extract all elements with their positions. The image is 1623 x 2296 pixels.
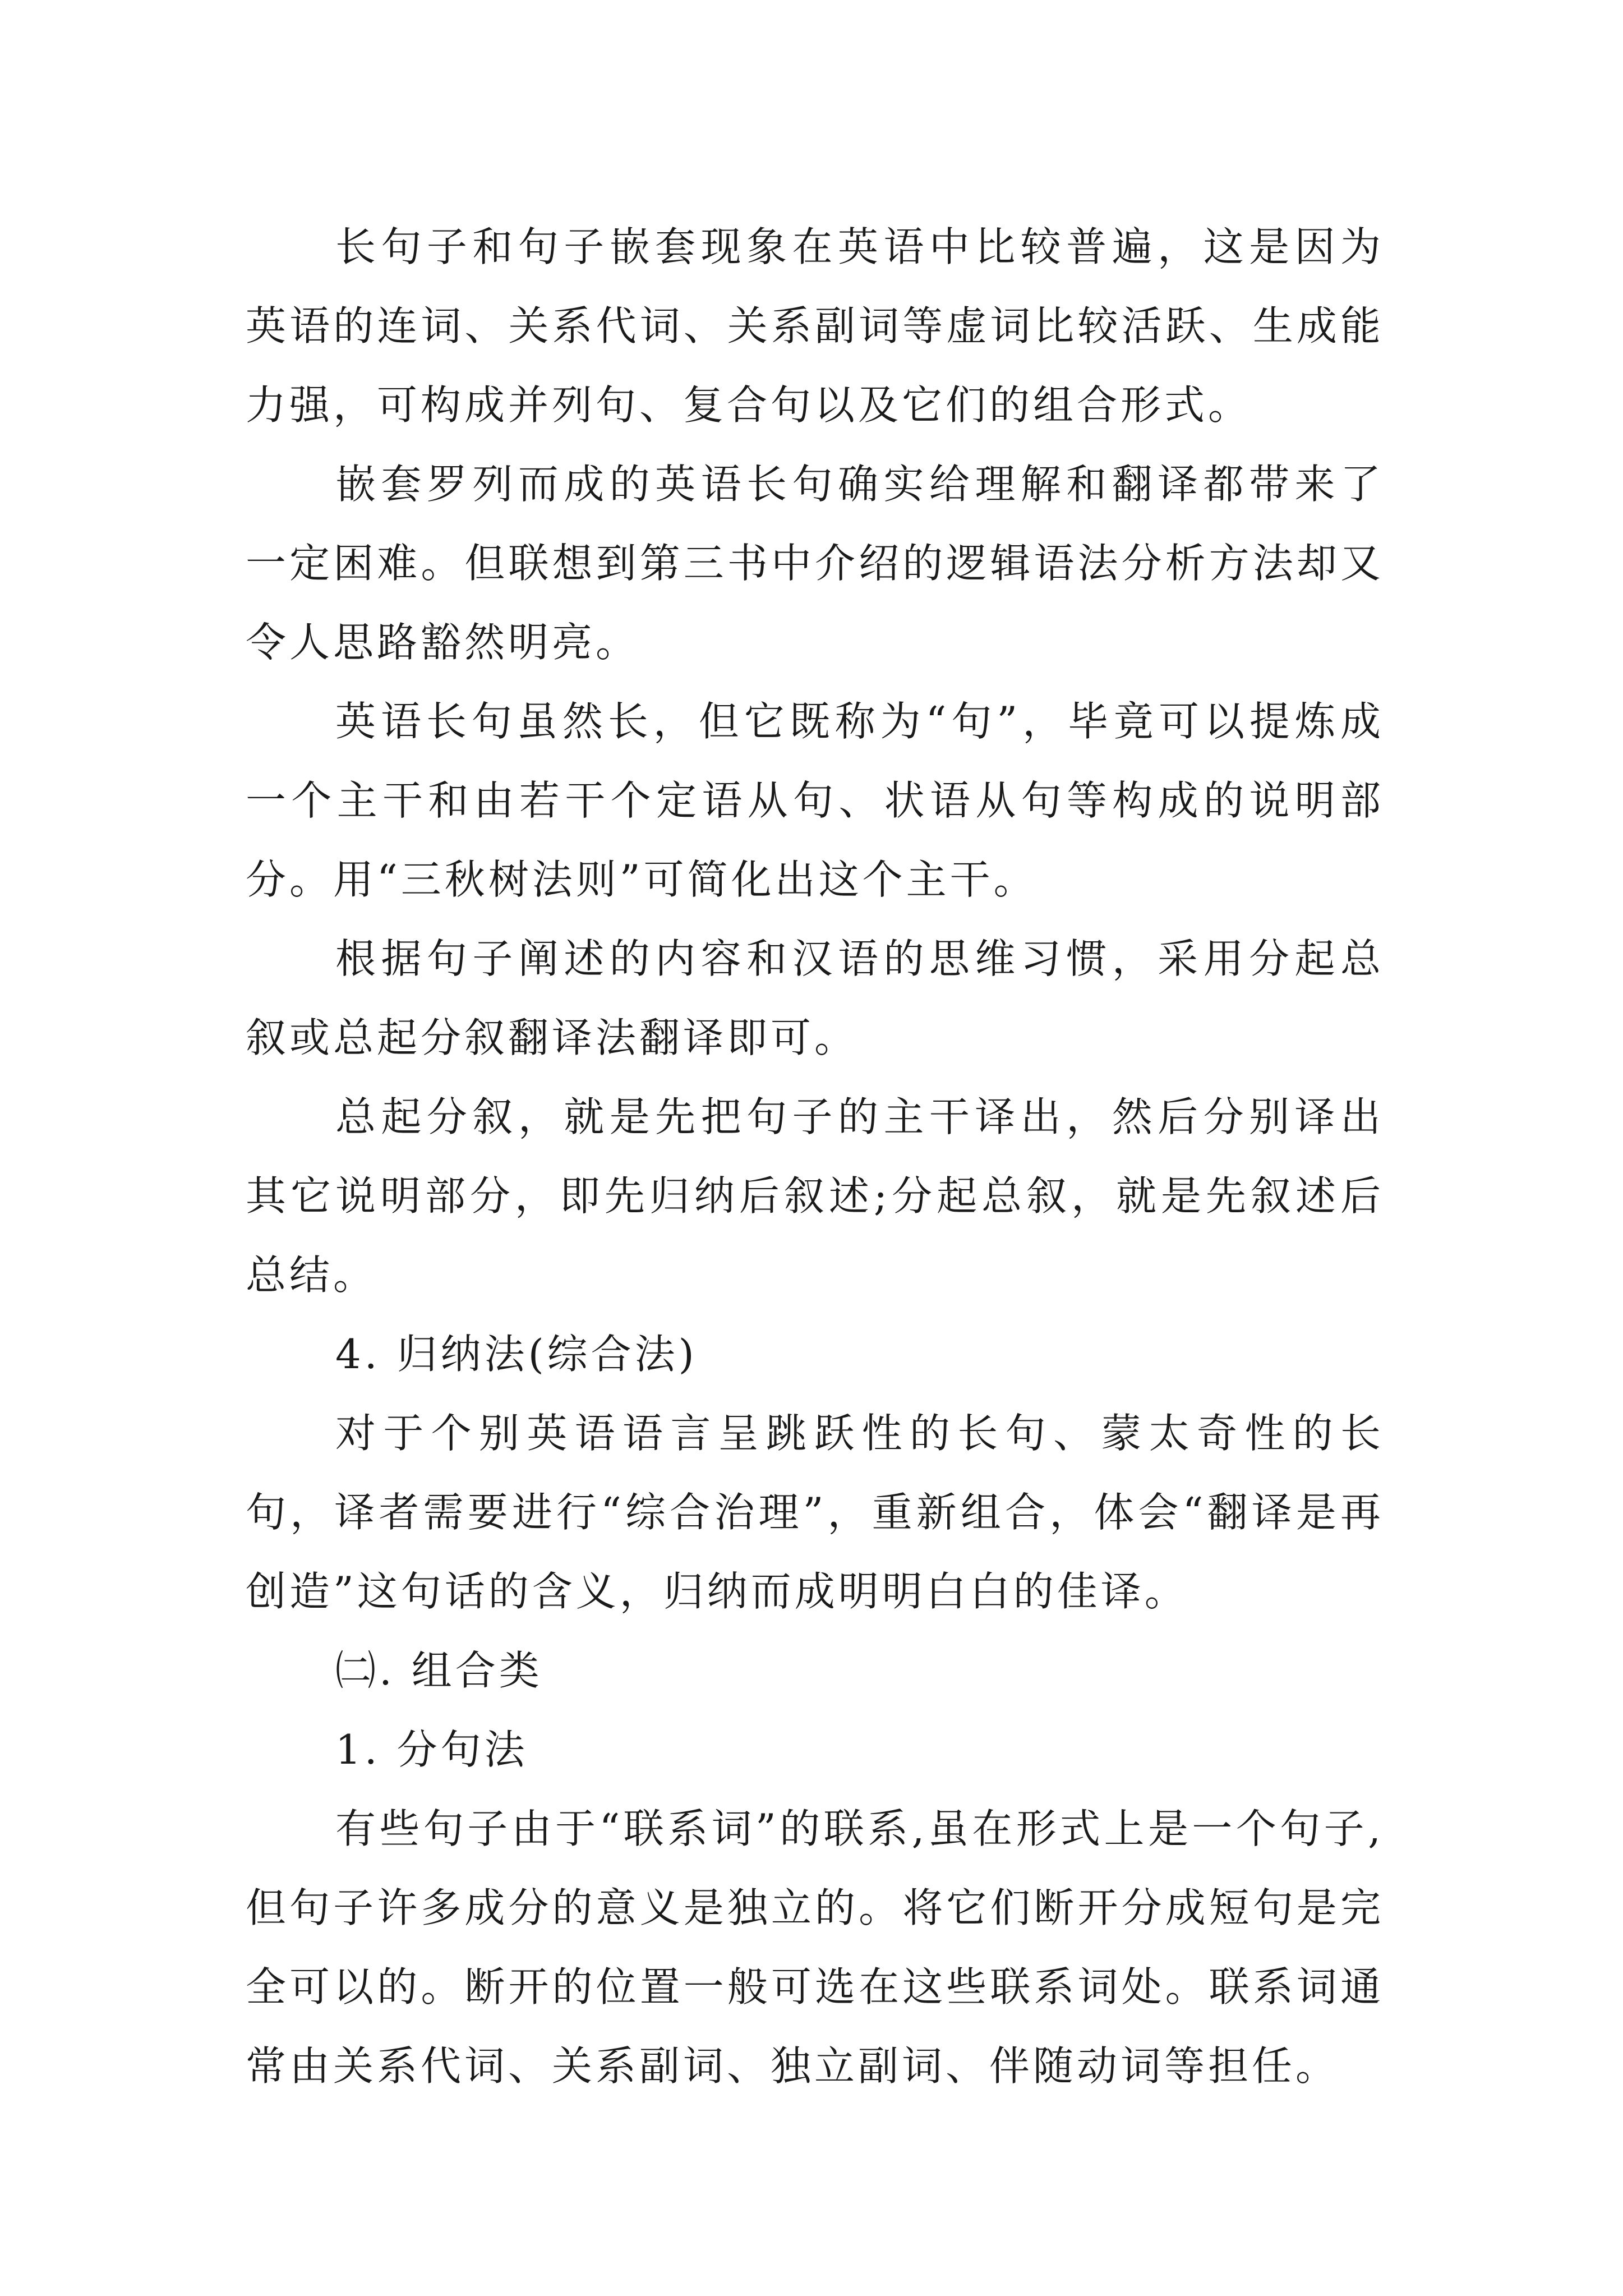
heading-sentence-splitting: 1. 分句法 [335, 1726, 528, 1773]
heading-combination-category: ㈡. 组合类 [335, 1647, 543, 1694]
paragraph-main-clause: 英语长句虽然长，但它既称为“句”，毕竟可以提炼成一个主干和由若干个定语从句、状语从句等构成的说明部分。用“三秋树法则”可简化出这个主干。 [246, 698, 1384, 903]
paragraph-general-specific: 总起分叙，就是先把句子的主干译出，然后分别译出其它说明部分，即先归纳后叙述;分起总叙，就是先叙述后总结。 [246, 1093, 1384, 1299]
paragraph-nested-difficulty: 嵌套罗列而成的英语长句确实给理解和翻译都带来了一定困难。但联想到第三书中介绍的逻辑语法分析方法却又令人思路豁然明亮。 [246, 461, 1384, 666]
heading-inductive-method: 4. 归纳法(综合法) [335, 1331, 698, 1378]
paragraph-inductive: 对于个别英语语言呈跳跃性的长句、蒙太奇性的长句，译者需要进行“综合治理”，重新组合，体会“翻译是再创造”这句话的含义，归纳而成明明白白的佳译。 [246, 1410, 1384, 1615]
paragraph-sentence-splitting: 有些句子由于“联系词”的联系,虽在形式上是一个句子,但句子许多成分的意义是独立的。将它们断开分成短句是完全可以的。断开的位置一般可选在这些联系词处。联系词通常由关系代词、关系副词、独立副词、伴随动词等担任。 [246, 1805, 1384, 2090]
document-body [246, 208, 1384, 2106]
paragraph-translation-method: 根据句子阐述的内容和汉语的思维习惯，采用分起总叙或总起分叙翻译法翻译即可。 [246, 935, 1384, 1061]
paragraph-long-sentences: 长句子和句子嵌套现象在英语中比较普遍，这是因为英语的连词、关系代词、关系副词等虚词比较活跃、生成能力强，可构成并列句、复合句以及它们的组合形式。 [246, 223, 1384, 429]
